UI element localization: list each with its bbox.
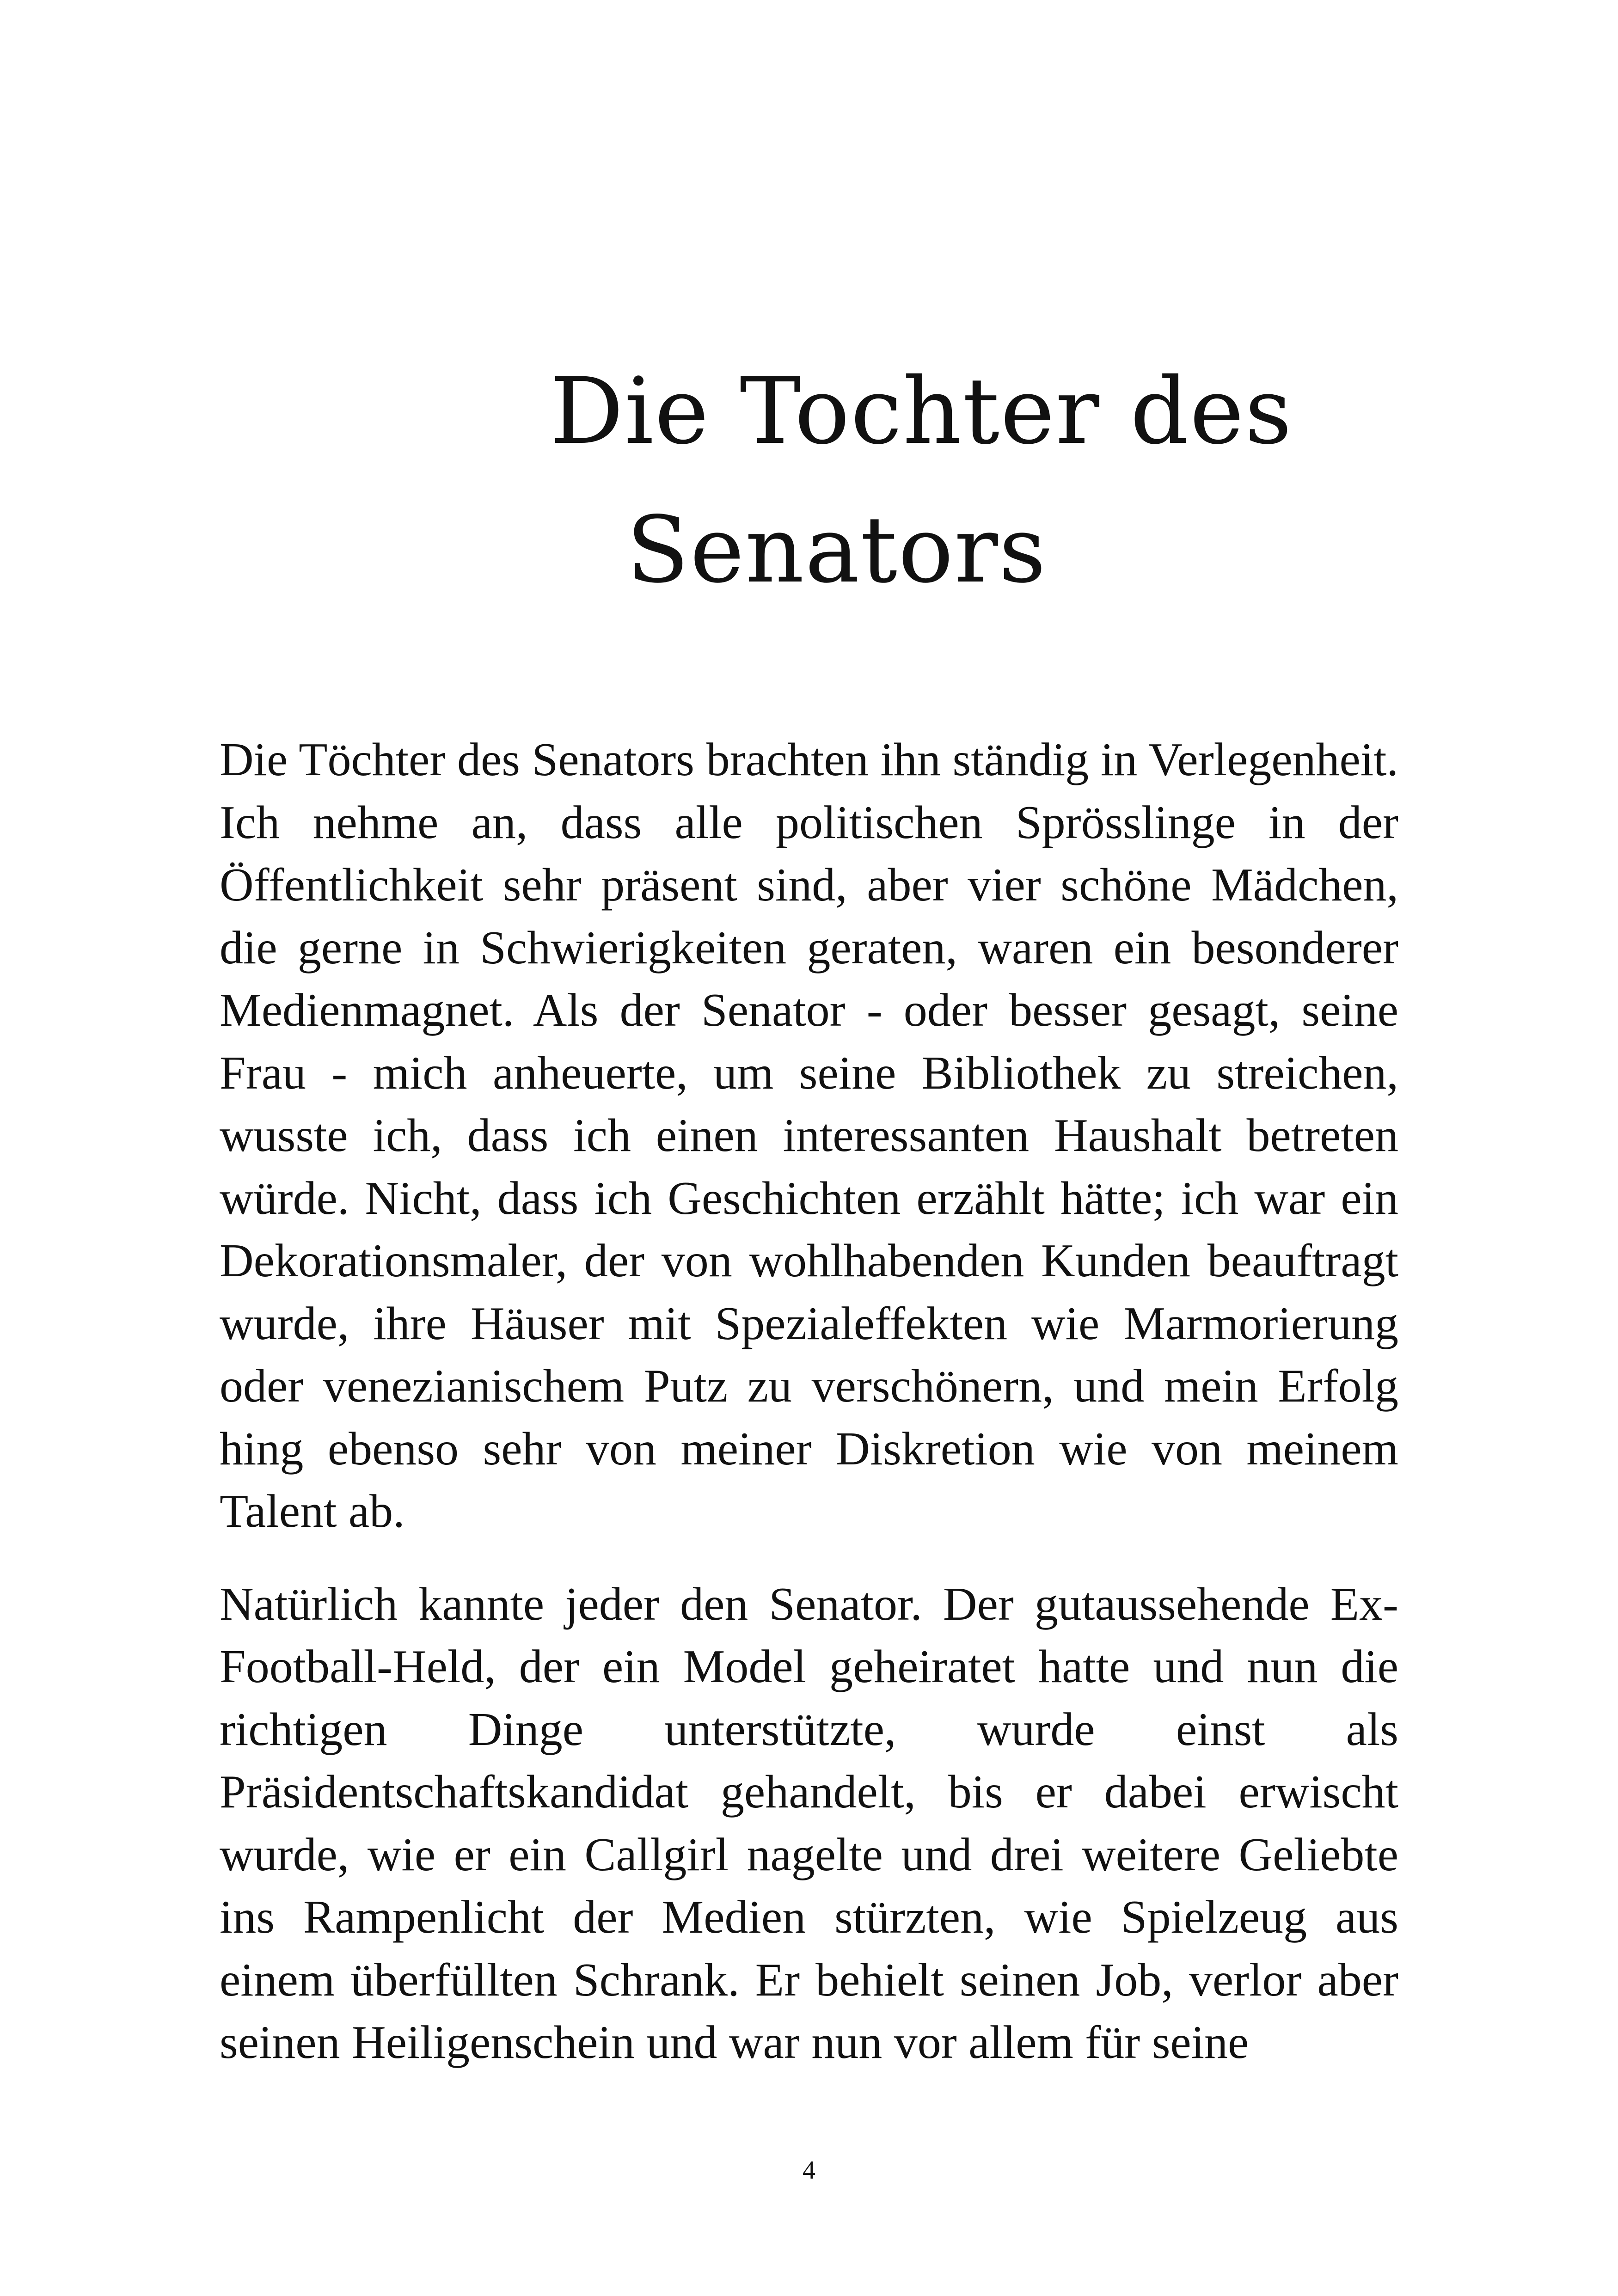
chapter-title bbox=[0, 342, 1618, 619]
body-text bbox=[220, 729, 1398, 2104]
chapter-title-line-1: Die Tochter des bbox=[550, 358, 1293, 465]
chapter-title-line-2: Senators bbox=[626, 496, 1047, 603]
page-number: 4 bbox=[803, 2156, 815, 2185]
paragraph: Natürlich kannte jeder den Senator. Der gutaussehende Ex-Football-Held, der ein Model geheiratet hatte und nun die richtigen Dinge unterstützte, wurde einst als Präsidentschaftskandidat gehandelt, bis er dabei erwischt wurde, wie er ein Callgirl nagelte und drei weitere Geliebte ins Rampenlicht der Medien stürzten, wie Spielzeug aus einem überfüllten Schrank. Er behielt seinen Job, verlor aber seinen Heiligenschein und war nun vor allem für seine bbox=[220, 1578, 1398, 2069]
paragraph: Die Töchter des Senators brachten ihn ständig in Verlegenheit. Ich nehme an, dass alle politischen Sprösslinge in der Öffentlichkeit sehr präsent sind, aber vier schöne Mädchen, die gerne in Schwierigkeiten geraten, waren ein besonderer Medienmagnet. Als der Senator - oder besser gesagt, seine Frau - mich anheuerte, um seine Bibliothek zu streichen, wusste ich, dass ich einen interessanten Haushalt betreten würde. Nicht, dass ich Geschichten erzählt hätte; ich war ein Dekorationsmaler, der von wohlhabenden Kunden beauftragt wurde, ihre Häuser mit Spezialeffekten wie Marmorierung oder venezianischem Putz zu verschönern, und mein Erfolg hing ebenso sehr von meiner Diskretion wie von meinem Talent ab. bbox=[220, 734, 1398, 1537]
